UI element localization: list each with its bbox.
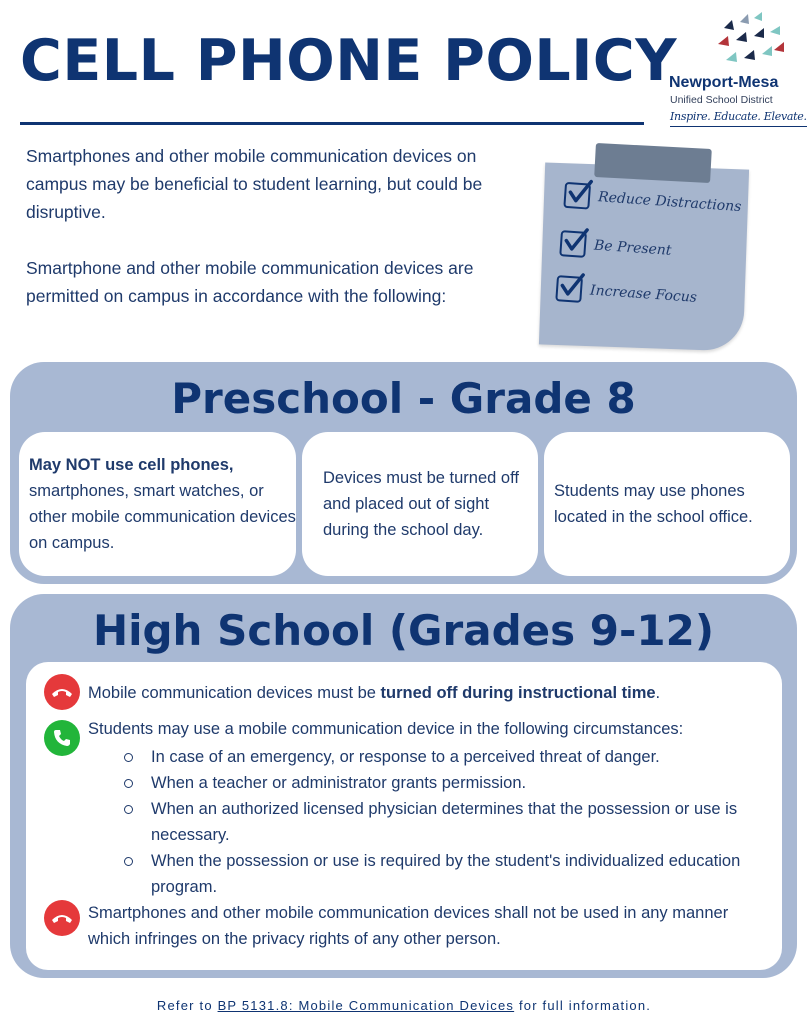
bullet-dot (124, 857, 133, 866)
logo-marks-icon (714, 12, 790, 70)
bullet-dot (124, 805, 133, 814)
rule-1-bold: turned off during instructional time (380, 684, 656, 702)
preschool-card-1-bold: May NOT use cell phones, (29, 456, 234, 474)
footer-reference (0, 998, 808, 1013)
logo-tagline: Inspire. Educate. Elevate. (670, 110, 807, 127)
policy-link[interactable]: BP 5131.8: Mobile Communication Devices (217, 998, 515, 1013)
rule-2: Students may use a mobile communication device in the following circumstances: (88, 720, 684, 738)
title-divider (20, 122, 644, 125)
rule-1-text: Mobile communication devices must be (88, 684, 381, 702)
high-school-section (10, 594, 797, 978)
checkbox-icon (555, 275, 583, 303)
logo-name: Newport-Mesa (669, 74, 779, 91)
circumstances-list (124, 744, 761, 900)
bullet-dot (124, 753, 133, 762)
high-school-title: High School (Grades 9-12) (92, 606, 715, 655)
list-item-text: When an authorized licensed physician determines that the possession or use is necessary. (151, 800, 738, 844)
preschool-title: Preschool - Grade 8 (171, 374, 636, 423)
intro-paragraph-1: Smartphones and other mobile communication devices on campus may be beneficial to student learning, but could be disruptive. (26, 146, 483, 222)
list-item-text: When a teacher or administrator grants permission. (151, 774, 527, 792)
sticky-note-label: Reduce Distractions (597, 189, 742, 216)
preschool-card-3-text: Students may use phones located in the school office. (554, 482, 753, 526)
rule-1 (88, 680, 660, 706)
preschool-card-3 (544, 432, 790, 576)
rule-1-end: . (655, 684, 661, 702)
checkmark-icon (555, 269, 587, 301)
checkmark-icon (563, 176, 595, 208)
list-item (124, 796, 761, 848)
sticky-note-label: Be Present (593, 237, 672, 259)
list-item (124, 848, 761, 900)
bullet-dot (124, 779, 133, 788)
list-item (124, 770, 761, 796)
sticky-note-label: Increase Focus (589, 282, 698, 306)
footer-prefix: Refer to (156, 998, 218, 1013)
checkbox-icon (559, 230, 587, 258)
preschool-card-1 (19, 432, 296, 576)
district-logo (664, 12, 807, 134)
list-item (124, 744, 761, 770)
high-school-card (26, 662, 782, 970)
logo-subtitle: Unified School District (670, 94, 773, 106)
sticky-note-tape (594, 143, 712, 183)
preschool-card-2 (302, 432, 538, 576)
list-item-text: When the possession or use is required by the student's individualized education program. (151, 852, 741, 896)
page-title: CELL PHONE POLICY (20, 28, 678, 94)
checkbox-icon (563, 182, 591, 210)
phone-hangup-icon (44, 674, 80, 710)
preschool-section (10, 362, 797, 584)
preschool-card-2-text: Devices must be turned off and placed out of sight during the school day. (323, 469, 519, 539)
phone-hangup-icon (44, 900, 80, 936)
footer-suffix: for full information. (514, 998, 652, 1013)
checkmark-icon (559, 224, 591, 256)
phone-answer-icon (44, 720, 80, 756)
rule-3: Smartphones and other mobile communication devices shall not be used in any manner which infringes on the privacy rights of any other person. (88, 904, 729, 948)
intro-paragraph-2: Smartphone and other mobile communication devices are permitted on campus in accordance with the following: (26, 258, 474, 306)
preschool-card-1-text: smartphones, smart watches, or other mobile communication devices on campus. (29, 482, 296, 552)
list-item-text: In case of an emergency, or response to a perceived threat of danger. (151, 748, 660, 766)
